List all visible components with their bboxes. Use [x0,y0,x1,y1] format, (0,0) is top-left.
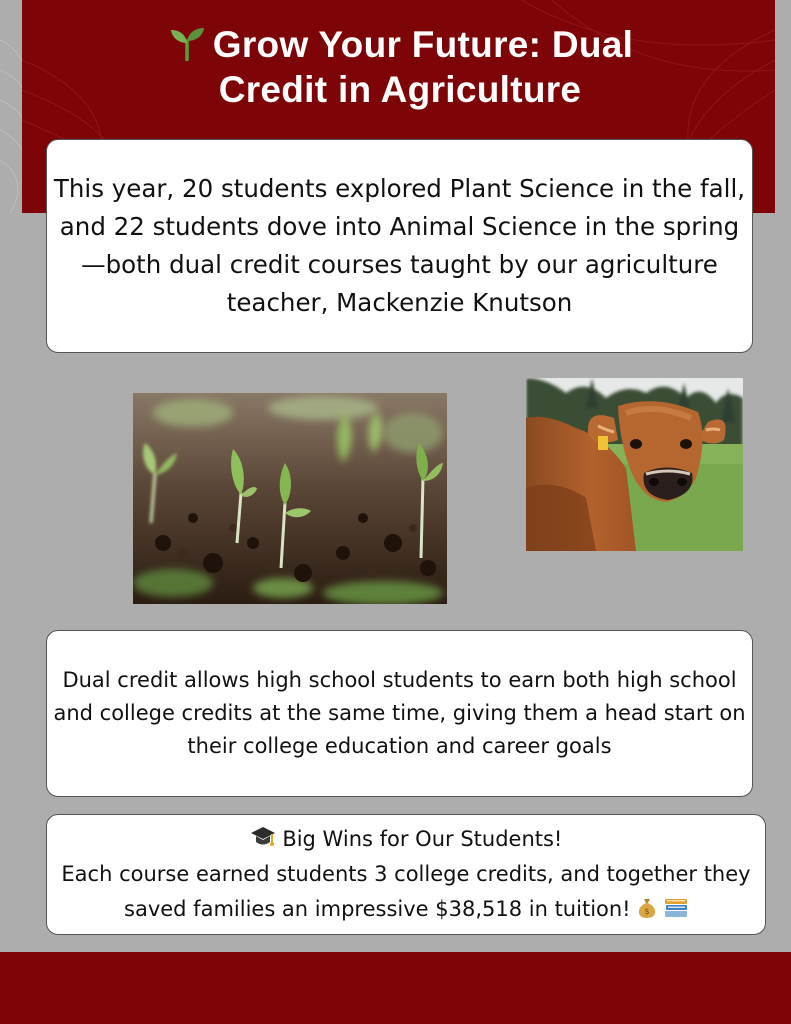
big-wins-heading-row [51,822,761,857]
intro-text: This year, 20 students explored Plant Science in the fall, and 22 students dove into Animal Science in the spring—both dual credit courses taught by our agriculture teacher, Mackenzie Knutson [53,174,746,317]
books-icon [664,897,688,919]
footer-bar [0,952,791,1024]
intro-card [46,139,753,353]
seedlings-photo [133,393,447,604]
cow-photo [526,378,743,551]
dual-credit-text: Dual credit allows high school students to earn both high school and college credits at the same time, giving them a head start on their college education and career goals [53,668,746,758]
graduation-cap-icon [250,825,276,849]
title-line-2: Credit in Agriculture [218,69,582,110]
title-line-1 [60,22,740,67]
title-line-1-text: Grow Your Future: Dual [212,24,634,65]
page-title [60,22,740,112]
big-wins-text: Each course earned students 3 college credits, and together they saved families an impressive $38,518 in tuition! [61,862,751,921]
seedling-icon [167,25,207,61]
svg-text:$: $ [644,907,650,916]
dual-credit-card [46,630,753,797]
big-wins-card [46,814,766,935]
big-wins-heading: Big Wins for Our Students! [282,827,563,851]
big-wins-text-row [51,857,761,927]
money-bag-icon [637,897,657,919]
big-wins-content [51,822,761,927]
